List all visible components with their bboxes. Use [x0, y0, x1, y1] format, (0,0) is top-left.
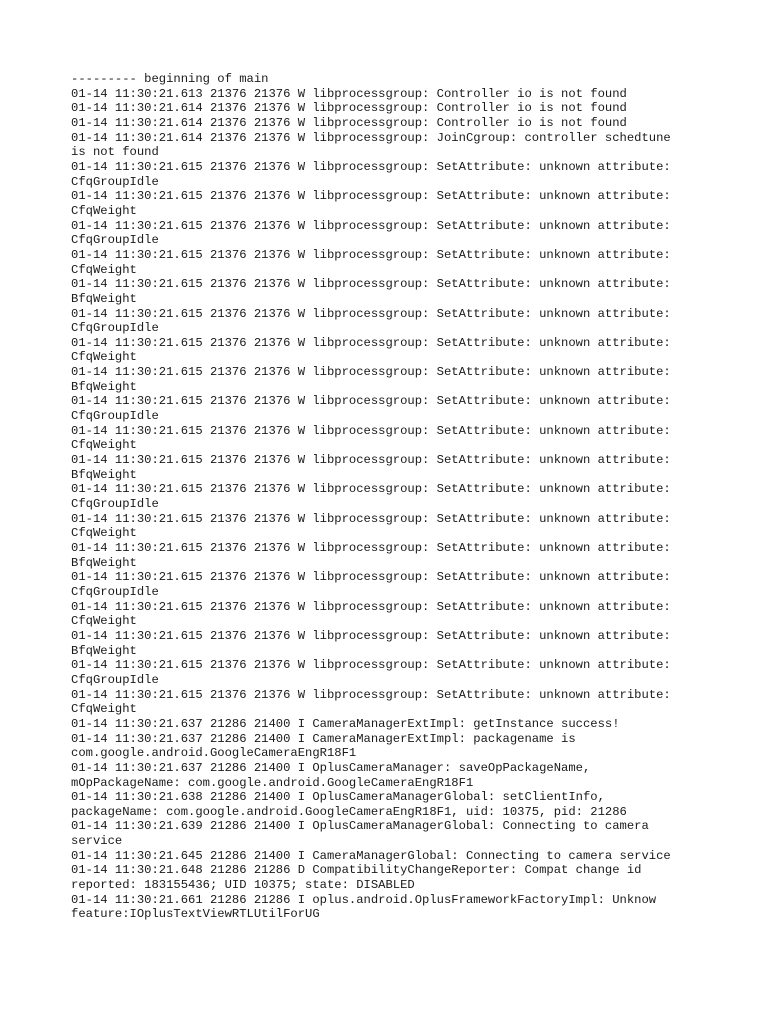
log-entry: 01-14 11:30:21.614 21376 21376 W libprocessgroup: JoinCgroup: controller schedtune is not found: [71, 130, 671, 160]
log-entry: 01-14 11:30:21.615 21376 21376 W libprocessgroup: SetAttribute: unknown attribute: CfqGroupIdle: [71, 658, 671, 687]
log-entry: 01-14 11:30:21.648 21286 21286 D CompatibilityChangeReporter: Compat change id reported: 183155436; UID 10375; state: DISABLED: [71, 863, 642, 893]
log-entry: 01-14 11:30:21.615 21376 21376 W libprocessgroup: SetAttribute: unknown attribute: BfqWeight: [71, 277, 671, 306]
log-entry: 01-14 11:30:21.615 21376 21376 W libprocessgroup: SetAttribute: unknown attribute: CfqWeight: [71, 247, 671, 277]
log-entry: 01-14 11:30:21.645 21286 21400 I CameraManagerGlobal: Connecting to camera service: [71, 848, 671, 863]
log-entry: 01-14 11:30:21.615 21376 21376 W libprocessgroup: SetAttribute: unknown attribute: BfqWeight: [71, 628, 671, 658]
log-entry: 01-14 11:30:21.615 21376 21376 W libprocessgroup: SetAttribute: unknown attribute: CfqWeight: [71, 423, 671, 453]
log-entry: 01-14 11:30:21.637 21286 21400 I CameraManagerExtImpl: getInstance success!: [71, 716, 620, 731]
log-entry: 01-14 11:30:21.661 21286 21286 I oplus.android.OplusFrameworkFactoryImpl: Unknow feature:IOplusTextViewRTLUtilForUG: [71, 892, 657, 922]
log-entry: 01-14 11:30:21.615 21376 21376 W libprocessgroup: SetAttribute: unknown attribute: CfqGroupIdle: [71, 394, 671, 424]
log-header: --------- beginning of main: [71, 72, 269, 86]
log-entry: 01-14 11:30:21.615 21376 21376 W libprocessgroup: SetAttribute: unknown attribute: CfqGroupIdle: [71, 570, 671, 599]
log-entry: 01-14 11:30:21.614 21376 21376 W libprocessgroup: Controller io is not found: [71, 115, 627, 130]
log-entry: 01-14 11:30:21.615 21376 21376 W libprocessgroup: SetAttribute: unknown attribute: BfqWeight: [71, 365, 671, 394]
log-entry: 01-14 11:30:21.615 21376 21376 W libprocessgroup: SetAttribute: unknown attribute: CfqWeight: [71, 687, 671, 717]
log-entry: 01-14 11:30:21.637 21286 21400 I OplusCameraManager: saveOpPackageName, mOpPackageName: com.google.android.GoogleCameraEngR18F1: [71, 760, 591, 790]
log-output: [71, 72, 711, 922]
log-entries: [71, 87, 711, 922]
log-entry: 01-14 11:30:21.615 21376 21376 W libprocessgroup: SetAttribute: unknown attribute: BfqWeight: [71, 541, 671, 570]
log-entry: 01-14 11:30:21.615 21376 21376 W libprocessgroup: SetAttribute: unknown attribute: CfqGroupIdle: [71, 159, 671, 189]
log-entry: 01-14 11:30:21.615 21376 21376 W libprocessgroup: SetAttribute: unknown attribute: CfqWeight: [71, 511, 671, 541]
log-entry: 01-14 11:30:21.615 21376 21376 W libprocessgroup: SetAttribute: unknown attribute: CfqGroupIdle: [71, 306, 671, 336]
log-entry: 01-14 11:30:21.615 21376 21376 W libprocessgroup: SetAttribute: unknown attribute: BfqWeight: [71, 453, 671, 482]
log-entry: 01-14 11:30:21.615 21376 21376 W libprocessgroup: SetAttribute: unknown attribute: CfqGroupIdle: [71, 482, 671, 512]
log-entry: 01-14 11:30:21.613 21376 21376 W libprocessgroup: Controller io is not found: [71, 86, 627, 101]
log-entry: 01-14 11:30:21.615 21376 21376 W libprocessgroup: SetAttribute: unknown attribute: CfqWeight: [71, 335, 671, 365]
log-entry: 01-14 11:30:21.615 21376 21376 W libprocessgroup: SetAttribute: unknown attribute: CfqWeight: [71, 189, 671, 218]
log-entry: 01-14 11:30:21.639 21286 21400 I OplusCameraManagerGlobal: Connecting to camera service: [71, 819, 649, 849]
log-entry: 01-14 11:30:21.615 21376 21376 W libprocessgroup: SetAttribute: unknown attribute: CfqGroupIdle: [71, 218, 671, 248]
log-entry: 01-14 11:30:21.638 21286 21400 I OplusCameraManagerGlobal: setClientInfo, packageName: com.google.android.GoogleCameraEngR18F1, uid: 10375, pid: 21286: [71, 790, 627, 819]
log-entry: 01-14 11:30:21.614 21376 21376 W libprocessgroup: Controller io is not found: [71, 101, 627, 116]
log-entry: 01-14 11:30:21.615 21376 21376 W libprocessgroup: SetAttribute: unknown attribute: CfqWeight: [71, 599, 671, 629]
log-entry: 01-14 11:30:21.637 21286 21400 I CameraManagerExtImpl: packagename is com.google.android.GoogleCameraEngR18F1: [71, 731, 576, 761]
